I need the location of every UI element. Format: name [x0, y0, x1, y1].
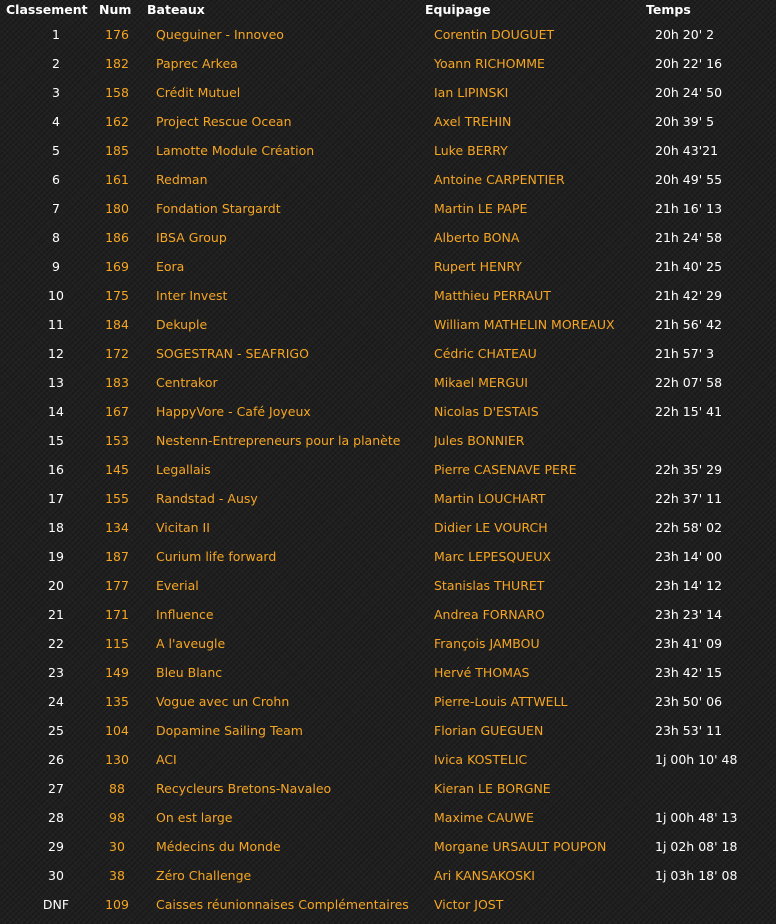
- boat-name: Centrakor: [156, 375, 218, 390]
- table-row: [0, 194, 776, 223]
- boat-name: Vogue avec un Crohn: [156, 694, 290, 709]
- crew-name: Axel TREHIN: [434, 114, 512, 129]
- table-row: [0, 165, 776, 194]
- crew-name: Jules BONNIER: [434, 433, 525, 448]
- time-cell: 22h 58' 02: [655, 520, 723, 535]
- time-cell: 20h 20' 2: [655, 27, 715, 42]
- num-cell: 109: [105, 897, 129, 912]
- crew-name: Martin LE PAPE: [434, 201, 528, 216]
- num-cell: 176: [105, 27, 129, 42]
- boat-name: Dopamine Sailing Team: [156, 723, 303, 738]
- num-cell: 177: [105, 578, 129, 593]
- rank-cell: 26: [48, 752, 64, 767]
- crew-name: Alberto BONA: [434, 230, 520, 245]
- num-cell: 30: [109, 839, 125, 854]
- rank-cell: 28: [48, 810, 64, 825]
- time-cell: 21h 57' 3: [655, 346, 715, 361]
- table-row: [0, 484, 776, 513]
- rank-cell: 15: [48, 433, 64, 448]
- boat-name: Inter Invest: [156, 288, 228, 303]
- num-cell: 175: [105, 288, 129, 303]
- table-row: [0, 774, 776, 803]
- num-cell: 158: [105, 85, 129, 100]
- num-cell: 182: [105, 56, 129, 71]
- rank-cell: 16: [48, 462, 64, 477]
- rank-cell: 10: [48, 288, 64, 303]
- table-row: [0, 745, 776, 774]
- num-cell: 149: [105, 665, 129, 680]
- table-row: [0, 861, 776, 890]
- table-row: [0, 687, 776, 716]
- time-cell: 1j 03h 18' 08: [655, 868, 738, 883]
- rank-cell: 3: [52, 85, 60, 100]
- rank-cell: 27: [48, 781, 64, 796]
- rank-cell: 5: [52, 143, 60, 158]
- crew-name: Andrea FORNARO: [434, 607, 545, 622]
- time-cell: 1j 00h 48' 13: [655, 810, 738, 825]
- table-row: [0, 455, 776, 484]
- table-row: [0, 223, 776, 252]
- boat-name: Lamotte Module Création: [156, 143, 315, 158]
- table-row: [0, 832, 776, 861]
- boat-name: Fondation Stargardt: [156, 201, 281, 216]
- crew-name: Pierre-Louis ATTWELL: [434, 694, 568, 709]
- table-row: [0, 716, 776, 745]
- rank-cell: 17: [48, 491, 64, 506]
- num-cell: 180: [105, 201, 129, 216]
- num-cell: 155: [105, 491, 129, 506]
- time-cell: 21h 24' 58: [655, 230, 723, 245]
- num-cell: 162: [105, 114, 129, 129]
- table-row: [0, 600, 776, 629]
- num-cell: 171: [105, 607, 129, 622]
- time-cell: 1j 00h 10' 48: [655, 752, 738, 767]
- boat-name: Bleu Blanc: [156, 665, 223, 680]
- crew-name: Ivica KOSTELIC: [434, 752, 528, 767]
- time-cell: 21h 16' 13: [655, 201, 723, 216]
- crew-name: Hervé THOMAS: [434, 665, 530, 680]
- crew-name: Maxime CAUWE: [434, 810, 534, 825]
- num-cell: 115: [105, 636, 129, 651]
- table-row: [0, 426, 776, 455]
- boat-name: Influence: [156, 607, 214, 622]
- num-cell: 167: [105, 404, 129, 419]
- time-cell: 21h 42' 29: [655, 288, 723, 303]
- crew-name: Matthieu PERRAUT: [434, 288, 551, 303]
- time-cell: 20h 22' 16: [655, 56, 723, 71]
- time-cell: 22h 07' 58: [655, 375, 723, 390]
- header-rank: Classement: [6, 2, 88, 17]
- time-cell: 23h 53' 11: [655, 723, 723, 738]
- time-cell: 21h 56' 42: [655, 317, 723, 332]
- rank-cell: 12: [48, 346, 64, 361]
- crew-name: Yoann RICHOMME: [434, 56, 545, 71]
- table-row: [0, 397, 776, 426]
- num-cell: 172: [105, 346, 129, 361]
- crew-name: Cédric CHATEAU: [434, 346, 537, 361]
- table-row: [0, 107, 776, 136]
- rank-cell: 2: [52, 56, 60, 71]
- crew-name: Antoine CARPENTIER: [434, 172, 565, 187]
- num-cell: 130: [105, 752, 129, 767]
- time-cell: 23h 42' 15: [655, 665, 723, 680]
- rank-cell: 22: [48, 636, 64, 651]
- boat-name: Vicitan II: [156, 520, 210, 535]
- rank-cell: 8: [52, 230, 60, 245]
- header-boat: Bateaux: [147, 2, 205, 17]
- num-cell: 169: [105, 259, 129, 274]
- table-row: [0, 542, 776, 571]
- num-cell: 98: [109, 810, 125, 825]
- time-cell: 20h 24' 50: [655, 85, 723, 100]
- crew-name: Ian LIPINSKI: [434, 85, 509, 100]
- crew-name: Corentin DOUGUET: [434, 27, 555, 42]
- time-cell: 21h 40' 25: [655, 259, 723, 274]
- header-crew: Equipage: [425, 2, 491, 17]
- table-row: [0, 339, 776, 368]
- rank-cell: 11: [48, 317, 64, 332]
- crew-name: Martin LOUCHART: [434, 491, 546, 506]
- table-row: [0, 78, 776, 107]
- num-cell: 187: [105, 549, 129, 564]
- table-row: [0, 20, 776, 49]
- boat-name: Redman: [156, 172, 208, 187]
- crew-name: Victor JOST: [434, 897, 504, 912]
- num-cell: 134: [105, 520, 129, 535]
- rank-cell: 21: [48, 607, 64, 622]
- table-row: [0, 368, 776, 397]
- rank-cell: 6: [52, 172, 60, 187]
- num-cell: 153: [105, 433, 129, 448]
- boat-name: Paprec Arkea: [156, 56, 238, 71]
- table-row: [0, 310, 776, 339]
- boat-name: Crédit Mutuel: [156, 85, 241, 100]
- crew-name: Pierre CASENAVE PERE: [434, 462, 577, 477]
- table-row: [0, 890, 776, 919]
- time-cell: 23h 14' 12: [655, 578, 723, 593]
- crew-name: Stanislas THURET: [434, 578, 545, 593]
- num-cell: 184: [105, 317, 129, 332]
- rank-cell: 4: [52, 114, 60, 129]
- num-cell: 145: [105, 462, 129, 477]
- rank-cell: 7: [52, 201, 60, 216]
- num-cell: 135: [105, 694, 129, 709]
- header-time: Temps: [646, 2, 691, 17]
- time-cell: 23h 41' 09: [655, 636, 723, 651]
- boat-name: Nestenn-Entrepreneurs pour la planète: [156, 433, 401, 448]
- boat-name: IBSA Group: [156, 230, 227, 245]
- rank-cell: 29: [48, 839, 64, 854]
- crew-name: Marc LEPESQUEUX: [434, 549, 551, 564]
- crew-name: William MATHELIN MOREAUX: [434, 317, 615, 332]
- crew-name: Morgane URSAULT POUPON: [434, 839, 607, 854]
- boat-name: On est large: [156, 810, 233, 825]
- crew-name: François JAMBOU: [434, 636, 540, 651]
- table-row: [0, 571, 776, 600]
- boat-name: Médecins du Monde: [156, 839, 281, 854]
- num-cell: 104: [105, 723, 129, 738]
- time-cell: 20h 43'21: [655, 143, 719, 158]
- rank-cell: 13: [48, 375, 64, 390]
- rank-cell: 9: [52, 259, 60, 274]
- boat-name: Queguiner - Innoveo: [156, 27, 284, 42]
- rank-cell: 18: [48, 520, 64, 535]
- rank-cell: DNF: [42, 897, 70, 912]
- num-cell: 185: [105, 143, 129, 158]
- crew-name: Mikael MERGUI: [434, 375, 528, 390]
- crew-name: Luke BERRY: [434, 143, 508, 158]
- crew-name: Florian GUEGUEN: [434, 723, 544, 738]
- crew-name: Didier LE VOURCH: [434, 520, 548, 535]
- time-cell: 1j 02h 08' 18: [655, 839, 738, 854]
- time-cell: 22h 35' 29: [655, 462, 723, 477]
- num-cell: 186: [105, 230, 129, 245]
- table-row: [0, 803, 776, 832]
- rank-cell: 30: [48, 868, 64, 883]
- time-cell: 23h 23' 14: [655, 607, 723, 622]
- boat-name: Legallais: [156, 462, 211, 477]
- rank-cell: 24: [48, 694, 64, 709]
- num-cell: 38: [109, 868, 125, 883]
- boat-name: Eora: [156, 259, 185, 274]
- rank-cell: 14: [48, 404, 64, 419]
- crew-name: Kieran LE BORGNE: [434, 781, 551, 796]
- boat-name: Caisses réunionnaises Complémentaires: [156, 897, 409, 912]
- boat-name: Zéro Challenge: [156, 868, 252, 883]
- boat-name: Recycleurs Bretons-Navaleo: [156, 781, 332, 796]
- crew-name: Nicolas D'ESTAIS: [434, 404, 539, 419]
- table-row: [0, 136, 776, 165]
- crew-name: Ari KANSAKOSKI: [434, 868, 535, 883]
- boat-name: SOGESTRAN - SEAFRIGO: [156, 346, 309, 361]
- num-cell: 183: [105, 375, 129, 390]
- time-cell: 20h 39' 5: [655, 114, 715, 129]
- time-cell: 23h 50' 06: [655, 694, 723, 709]
- boat-name: HappyVore - Café Joyeux: [156, 404, 311, 419]
- boat-name: Everial: [156, 578, 199, 593]
- boat-name: A l'aveugle: [156, 636, 226, 651]
- boat-name: Curium life forward: [156, 549, 277, 564]
- time-cell: 22h 15' 41: [655, 404, 723, 419]
- table-row: [0, 629, 776, 658]
- table-row: [0, 513, 776, 542]
- rank-cell: 1: [52, 27, 60, 42]
- time-cell: 23h 14' 00: [655, 549, 723, 564]
- time-cell: 22h 37' 11: [655, 491, 723, 506]
- table-row: [0, 49, 776, 78]
- num-cell: 161: [105, 172, 129, 187]
- boat-name: Dekuple: [156, 317, 208, 332]
- table-row: [0, 252, 776, 281]
- table-row: [0, 281, 776, 310]
- boat-name: Project Rescue Ocean: [156, 114, 292, 129]
- rank-cell: 23: [48, 665, 64, 680]
- rank-cell: 19: [48, 549, 64, 564]
- rank-cell: 25: [48, 723, 64, 738]
- time-cell: 20h 49' 55: [655, 172, 723, 187]
- table-row: [0, 658, 776, 687]
- boat-name: ACI: [156, 752, 177, 767]
- boat-name: Randstad - Ausy: [156, 491, 258, 506]
- header-num: Num: [99, 2, 132, 17]
- num-cell: 88: [109, 781, 125, 796]
- crew-name: Rupert HENRY: [434, 259, 522, 274]
- rank-cell: 20: [48, 578, 64, 593]
